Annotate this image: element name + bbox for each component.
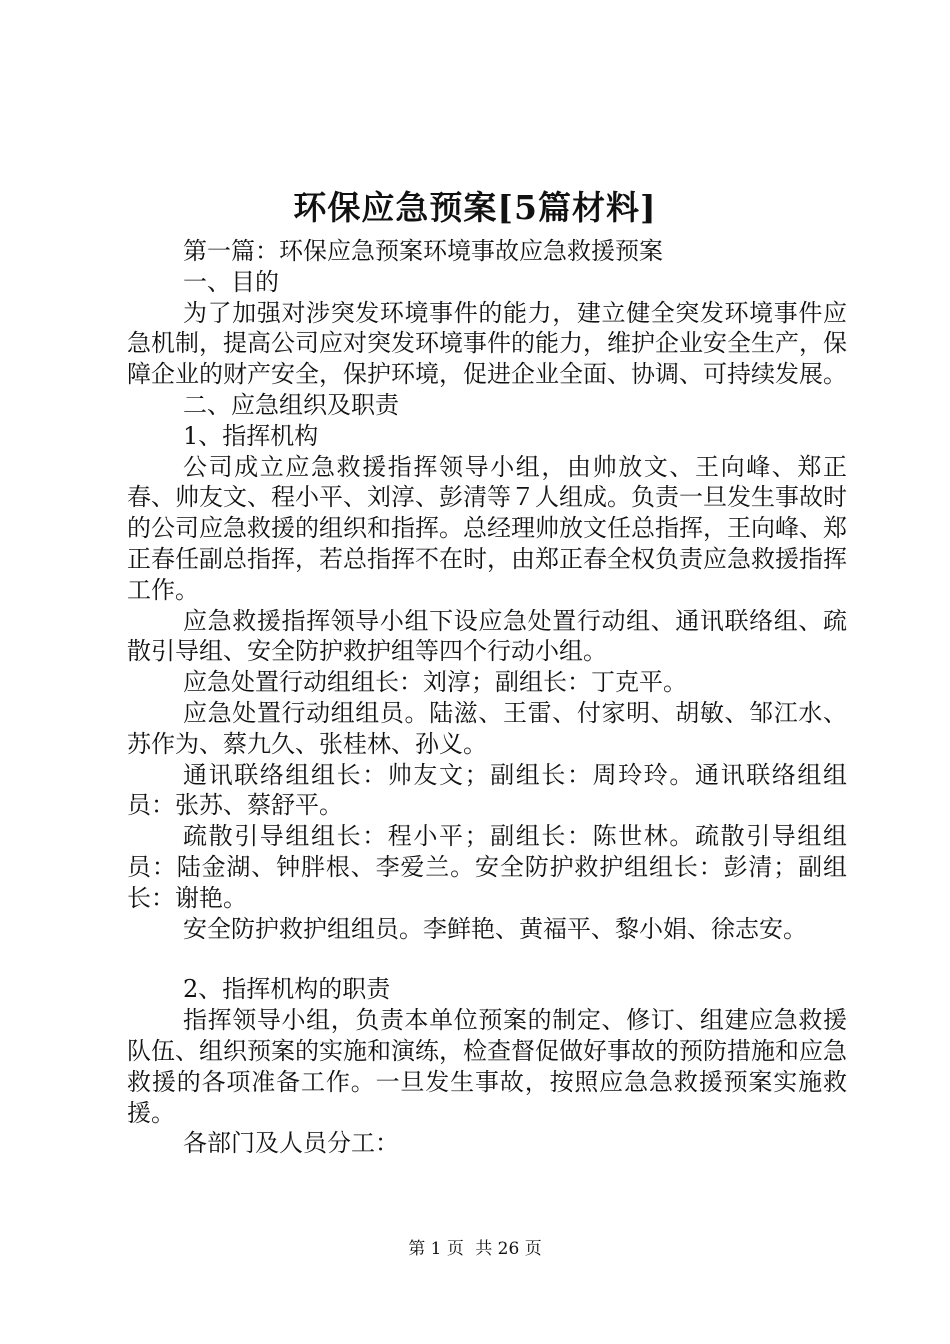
page-number: 第 1 页 — [408, 1239, 464, 1259]
paragraph: 公司成立应急救援指挥领导小组，由帅放文、王向峰、郑正春、帅友文、程小平、刘淳、彭清等７人组成。负责一旦发生事故时的公司应急救援的组织和指挥。总经理帅放文任总指挥，王向峰、郑正春任副总指挥，若总指挥不在时，由郑正春全权负责应急救援指挥工作。 — [127, 452, 847, 604]
section-heading: 2、指挥机构的职责 — [183, 975, 391, 1004]
section-heading: 二、应急组织及职责 — [183, 390, 399, 419]
section-heading: 一、目的 — [183, 267, 279, 296]
paragraph: 指挥领导小组，负责本单位预案的制定、修订、组建应急救援队伍、组织预案的实施和演练，检查督促做好事故的预防措施和应急救援的各项准备工作。一旦发生事故，按照应急急救援预案实施救援。 — [127, 1006, 847, 1127]
paragraph: 各部门及人员分工： — [183, 1129, 399, 1158]
paragraph: 安全防护救护组组员。李鲜艳、黄福平、黎小娟、徐志安。 — [183, 914, 807, 943]
paragraph: 应急救援指挥领导小组下设应急处置行动组、通讯联络组、疏散引导组、安全防护救护组等四个行动小组。 — [127, 606, 847, 666]
paragraph: 通讯联络组组长：帅友文；副组长：周玲玲。通讯联络组组员：张苏、蔡舒平。 — [127, 760, 847, 820]
paragraph: 为了加强对涉突发环境事件的能力，建立健全突发环境事件应急机制，提高公司应对突发环境事件的能力，维护企业安全生产，保障企业的财产安全，保护环境，促进企业全面、协调、可持续发展。 — [127, 298, 847, 389]
paragraph: 疏散引导组组长：程小平；副组长：陈世林。疏散引导组组员：陆金湖、钟胖根、李爱兰。安全防护救护组组长：彭清；副组长：谢艳。 — [127, 822, 847, 912]
page-footer — [0, 1237, 950, 1261]
paragraph: 应急处置行动组组员。陆滋、王雷、付家明、胡敏、邹江水、苏作为、蔡九久、张桂林、孙义。 — [127, 698, 847, 758]
page-total: 共 26 页 — [475, 1239, 542, 1259]
document-title: 环保应急预案[5篇材料] — [293, 188, 657, 227]
section-heading: 第一篇：环保应急预案环境事故应急救援预案 — [183, 237, 663, 265]
paragraph: 应急处置行动组组长：刘淳；副组长：丁克平。 — [183, 668, 687, 697]
document-body — [127, 236, 847, 1159]
section-heading: 1、指挥机构 — [183, 421, 319, 450]
